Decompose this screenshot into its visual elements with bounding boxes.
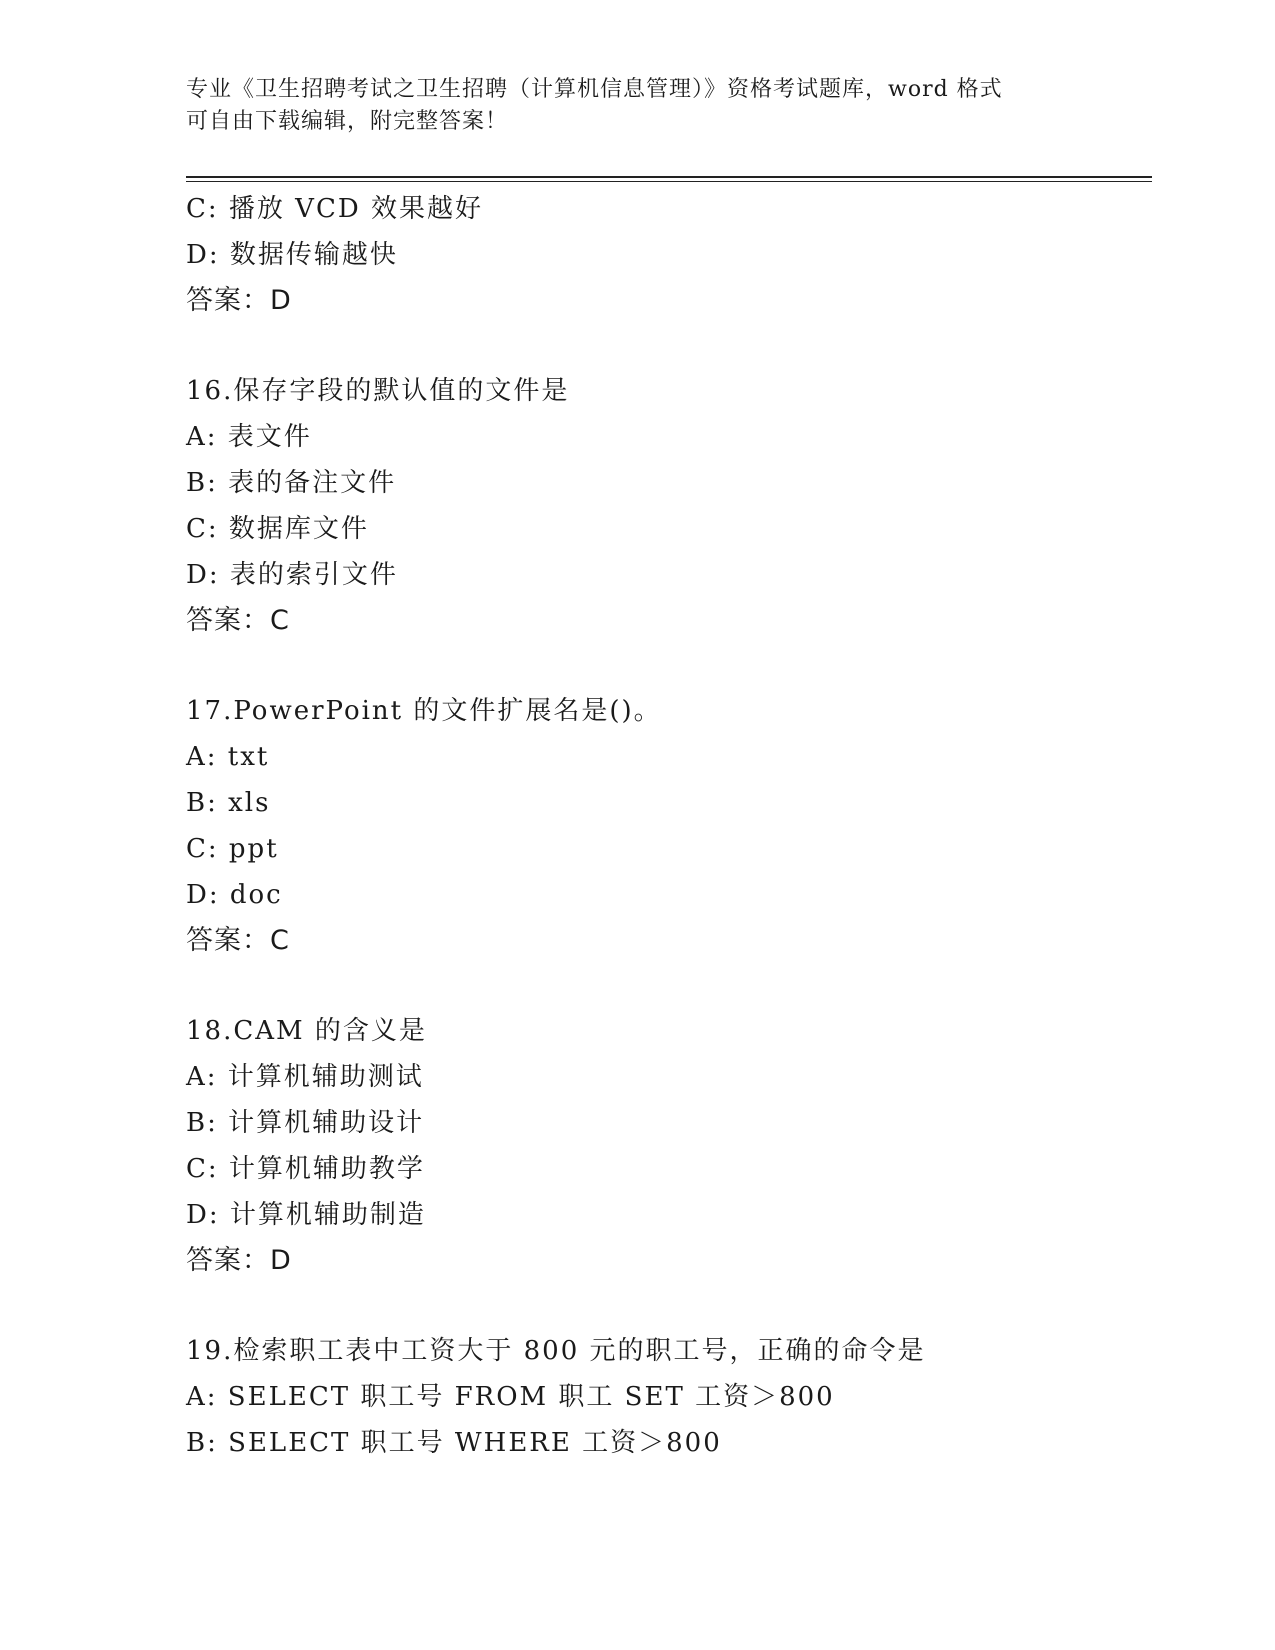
header-divider-thick (186, 176, 1152, 178)
option-a: A: 表文件 (186, 422, 312, 452)
question-16 (186, 368, 1152, 644)
answer-line: 答案：C (186, 925, 290, 956)
option-c: C: 播放 VCD 效果越好 (186, 194, 483, 224)
question-stem: 19.检索职工表中工资大于 800 元的职工号，正确的命令是 (186, 1336, 926, 1366)
question-stem: 17.PowerPoint 的文件扩展名是()。 (186, 696, 662, 726)
option-a: A: 计算机辅助测试 (186, 1062, 424, 1092)
option-b: B: xls (186, 788, 271, 818)
question-15-continued (186, 186, 1152, 324)
option-a: A: txt (186, 742, 270, 772)
option-d: D: 计算机辅助制造 (186, 1200, 426, 1230)
option-d: D: doc (186, 880, 283, 910)
question-list (186, 186, 1152, 1466)
answer-line: 答案：D (186, 1245, 292, 1276)
spacer (186, 1284, 1152, 1328)
spacer (186, 324, 1152, 368)
question-19 (186, 1328, 1152, 1466)
option-b: B: 表的备注文件 (186, 468, 397, 498)
answer-line: 答案：C (186, 605, 290, 636)
option-b: B: 计算机辅助设计 (186, 1108, 425, 1138)
question-17 (186, 688, 1152, 964)
answer-line: 答案：D (186, 285, 292, 316)
option-d: D: 表的索引文件 (186, 560, 398, 590)
document-header (186, 74, 1066, 138)
option-c: C: ppt (186, 834, 279, 864)
header-line-1: 专业《卫生招聘考试之卫生招聘（计算机信息管理）》资格考试题库，word 格式 (186, 77, 1003, 102)
option-a: A: SELECT 职工号 FROM 职工 SET 工资＞800 (186, 1382, 835, 1412)
header-line-2: 可自由下载编辑，附完整答案！ (186, 109, 509, 134)
question-stem: 16.保存字段的默认值的文件是 (186, 376, 570, 406)
option-c: C: 数据库文件 (186, 514, 369, 544)
question-18 (186, 1008, 1152, 1284)
option-b: B: SELECT 职工号 WHERE 工资＞800 (186, 1428, 722, 1458)
spacer (186, 964, 1152, 1008)
option-d: D: 数据传输越快 (186, 240, 398, 270)
spacer (186, 644, 1152, 688)
header-divider-thin (186, 181, 1152, 182)
question-stem: 18.CAM 的含义是 (186, 1016, 427, 1046)
option-c: C: 计算机辅助教学 (186, 1154, 425, 1184)
